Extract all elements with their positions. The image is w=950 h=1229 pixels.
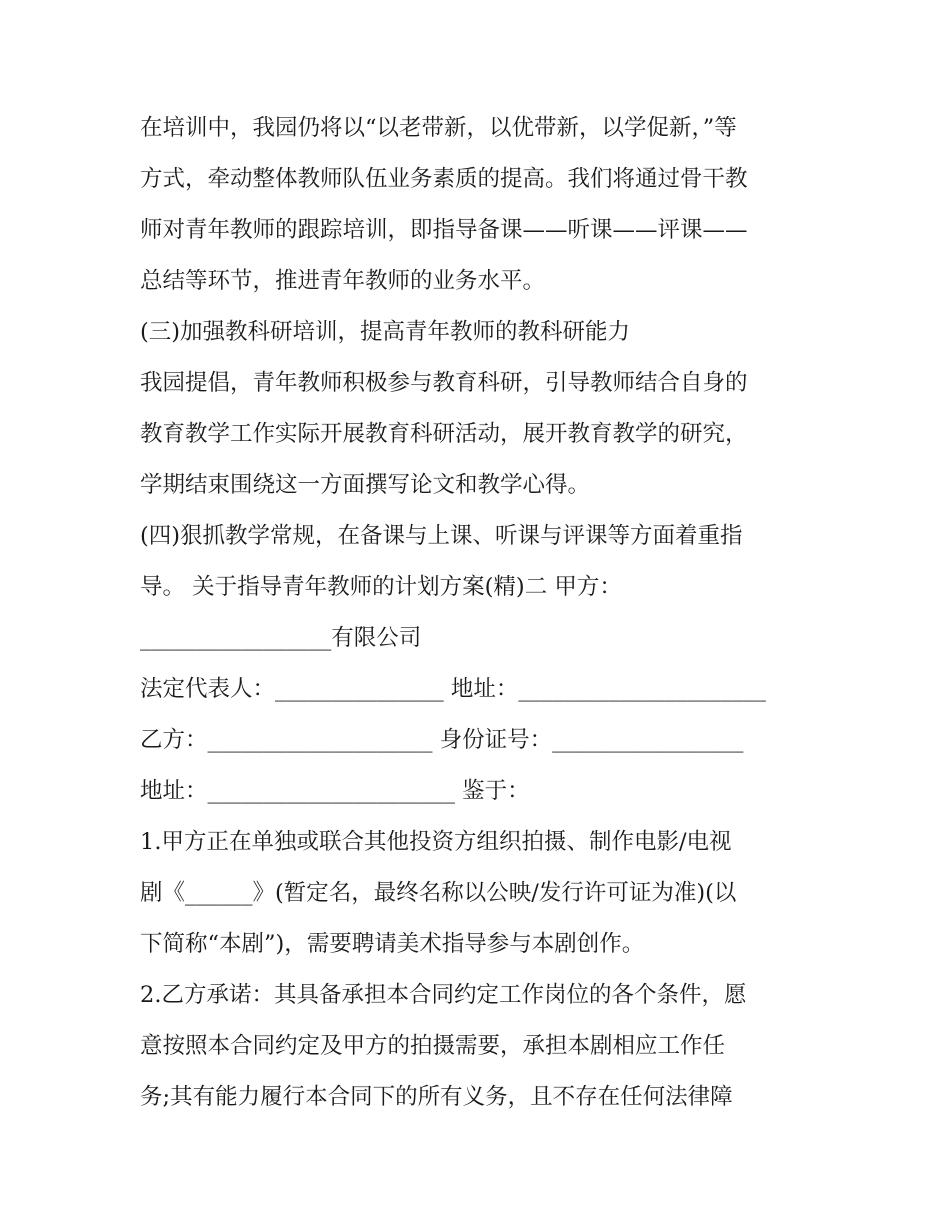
clause-line: 务;其有能力履行本合同下的所有义务，且不存在任何法律障 bbox=[140, 1084, 733, 1110]
clause-line: 剧《______》(暂定名，最终名称以公映/发行许可证为准)(以 bbox=[140, 880, 737, 906]
clause-line: 意按照本合同约定及甲方的拍摄需要，承担本剧相应工作任 bbox=[140, 1033, 726, 1059]
paragraph-line: 方式，牵动整体教师队伍业务素质的提高。我们将通过骨干教 bbox=[140, 166, 748, 192]
paragraph-line: 总结等环节，推进青年教师的业务水平。 bbox=[140, 268, 546, 294]
clause-line: 1.甲方正在单独或联合其他投资方组织拍摄、制作电影/电视 bbox=[140, 829, 732, 855]
legal-representative-line: 法定代表人：_______________ 地址：______________________ bbox=[140, 676, 766, 702]
party-a-company-line: _________________有限公司 bbox=[140, 625, 422, 651]
clause-line: 下简称“本剧”)，需要聘请美术指导参与本剧创作。 bbox=[140, 931, 645, 957]
paragraph-line: 师对青年教师的跟踪培训，即指导备课——听课——评课—— bbox=[140, 217, 748, 243]
section-heading: (三)加强教科研培训，提高青年教师的教科研能力 bbox=[140, 319, 631, 345]
paragraph-line: 导。 关于指导青年教师的计划方案(精)二 甲方： bbox=[140, 574, 622, 600]
paragraph-line: 我园提倡，青年教师积极参与教育科研，引导教师结合自身的 bbox=[140, 370, 748, 396]
party-b-line: 乙方：____________________ 身份证号：_________________ bbox=[140, 727, 744, 753]
address-line: 地址：______________________ 鉴于： bbox=[140, 778, 530, 804]
clause-line: 2.乙方承诺：其具备承担本合同约定工作岗位的各个条件，愿 bbox=[140, 982, 747, 1008]
section-heading: (四)狠抓教学常规，在备课与上课、听课与评课等方面着重指 bbox=[140, 523, 743, 549]
paragraph-line: 教育教学工作实际开展教育科研活动，展开教育教学的研究， bbox=[140, 421, 748, 447]
paragraph-line: 学期结束围绕这一方面撰写论文和教学心得。 bbox=[140, 472, 591, 498]
paragraph-line: 在培训中，我园仍将以“以老带新，以优带新，以学促新，”等 bbox=[140, 115, 737, 141]
